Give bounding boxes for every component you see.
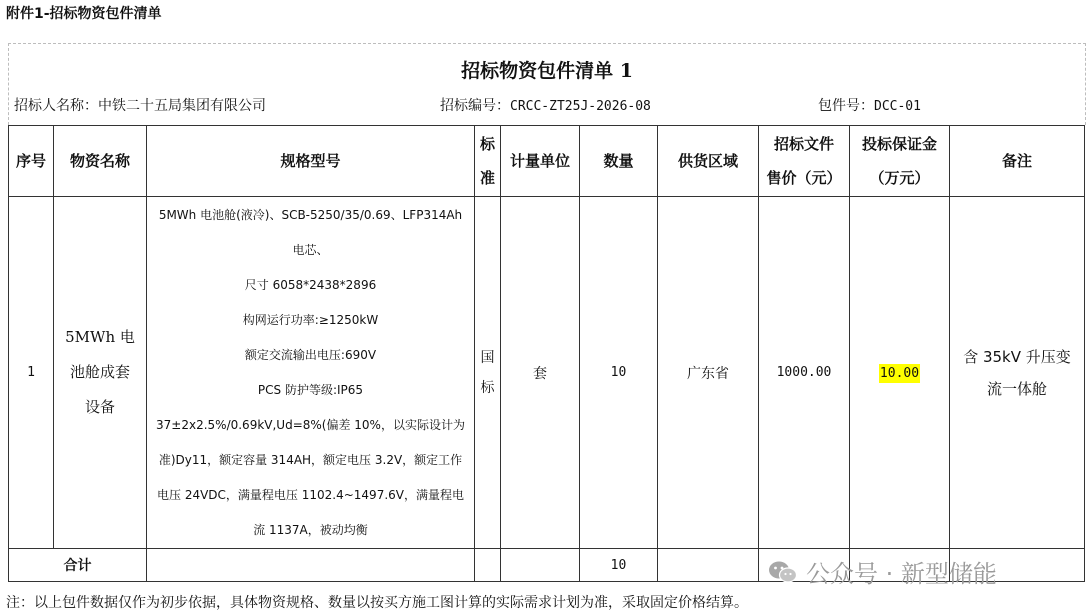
spec-line: 准)Dy11，额定容量 314AH，额定电压 3.2V，额定工作	[158, 452, 463, 467]
header-remark: 备注	[950, 126, 1085, 197]
doc-label: 附件1-招标物资包件清单	[6, 6, 162, 22]
header-name: 物资名称	[54, 126, 147, 197]
cell-price: 1000.00	[759, 197, 850, 549]
cell-remark-line2: 流一体舱	[986, 379, 1047, 398]
header-spec: 规格型号	[147, 126, 475, 197]
total-qty: 10	[580, 549, 658, 582]
total-standard-empty	[475, 549, 501, 582]
tender-no-value: CRCC-ZT25J-2026-08	[510, 99, 651, 114]
watermark	[768, 554, 997, 589]
tenderer-value: 中铁二十五局集团有限公司	[98, 98, 266, 114]
package-no-label: 包件号：	[818, 98, 874, 114]
cell-spec	[147, 197, 475, 549]
header-standard-line1: 标	[479, 135, 495, 153]
header-seq: 序号	[9, 126, 54, 197]
package-no-info	[818, 95, 921, 115]
cell-name-line2: 池舱成套	[69, 363, 130, 381]
cell-area: 广东省	[658, 197, 759, 549]
spec-line: 构网运行功率:≥1250kW	[242, 312, 379, 327]
spec-line: 流 1137A，被动均衡	[253, 522, 368, 537]
cell-remark	[950, 197, 1085, 549]
header-deposit-line2: （万元）	[869, 169, 930, 187]
package-no-value: DCC-01	[874, 99, 921, 114]
footer-note: 注：以上包件数据仅作为初步依据，具体物资规格、数量以按买方施工图计算的实际需求计划为准，采取固定价格结算。	[6, 595, 748, 611]
spec-line: 电压 24VDC，满量程电压 1102.4~1497.6V，满量程电	[157, 487, 464, 502]
header-qty: 数量	[580, 126, 658, 197]
page-title: 招标物资包件清单 1	[461, 60, 633, 82]
tender-no-label: 招标编号：	[440, 98, 510, 114]
header-deposit	[850, 126, 950, 197]
cell-unit: 套	[501, 197, 580, 549]
header-price-line1: 招标文件	[773, 135, 834, 153]
cell-standard-line2: 标	[480, 379, 495, 396]
watermark-text: 公众号 · 新型储能	[806, 560, 997, 588]
table-row	[9, 197, 1085, 549]
tenderer-info	[14, 95, 266, 115]
cell-deposit	[850, 197, 950, 549]
spec-line: 37±2x2.5%/0.69kV,Ud=8%(偏差 10%，以实际设计为	[156, 417, 465, 432]
total-area-empty	[658, 549, 759, 582]
package-table	[8, 125, 1085, 582]
spec-line: PCS 防护等级:IP65	[257, 382, 364, 397]
total-spec-empty	[147, 549, 475, 582]
spec-line: 电芯、	[292, 242, 329, 257]
cell-seq: 1	[9, 197, 54, 549]
total-unit-empty	[501, 549, 580, 582]
cell-standard	[475, 197, 501, 549]
header-deposit-line1: 投标保证金	[861, 135, 937, 153]
cell-qty: 10	[580, 197, 658, 549]
tender-no-info	[440, 95, 651, 115]
header-standard	[475, 126, 501, 197]
cell-standard-line1: 国	[480, 349, 495, 366]
cell-name-line1: 5MWh 电	[65, 328, 135, 346]
header-area: 供货区域	[658, 126, 759, 197]
header-standard-line2: 准	[479, 169, 495, 187]
spec-line: 尺寸 6058*2438*2896	[244, 277, 377, 292]
header-price-line2: 售价（元）	[766, 169, 842, 187]
table-header-row	[9, 126, 1085, 197]
cell-name-line3: 设备	[84, 398, 115, 416]
deposit-highlight: 10.00	[879, 365, 920, 381]
wechat-icon	[768, 559, 798, 585]
tenderer-label: 招标人名称：	[14, 98, 98, 114]
spec-line: 额定交流输出电压:690V	[244, 347, 377, 362]
cell-name	[54, 197, 147, 549]
spec-line: 5MWh 电池舱(液冷)、SCB-5250/35/0.69、LFP314Ah	[158, 207, 463, 222]
cell-remark-line1: 含 35kV 升压变	[963, 347, 1071, 366]
total-label: 合计	[9, 549, 147, 582]
header-unit: 计量单位	[501, 126, 580, 197]
header-price	[759, 126, 850, 197]
